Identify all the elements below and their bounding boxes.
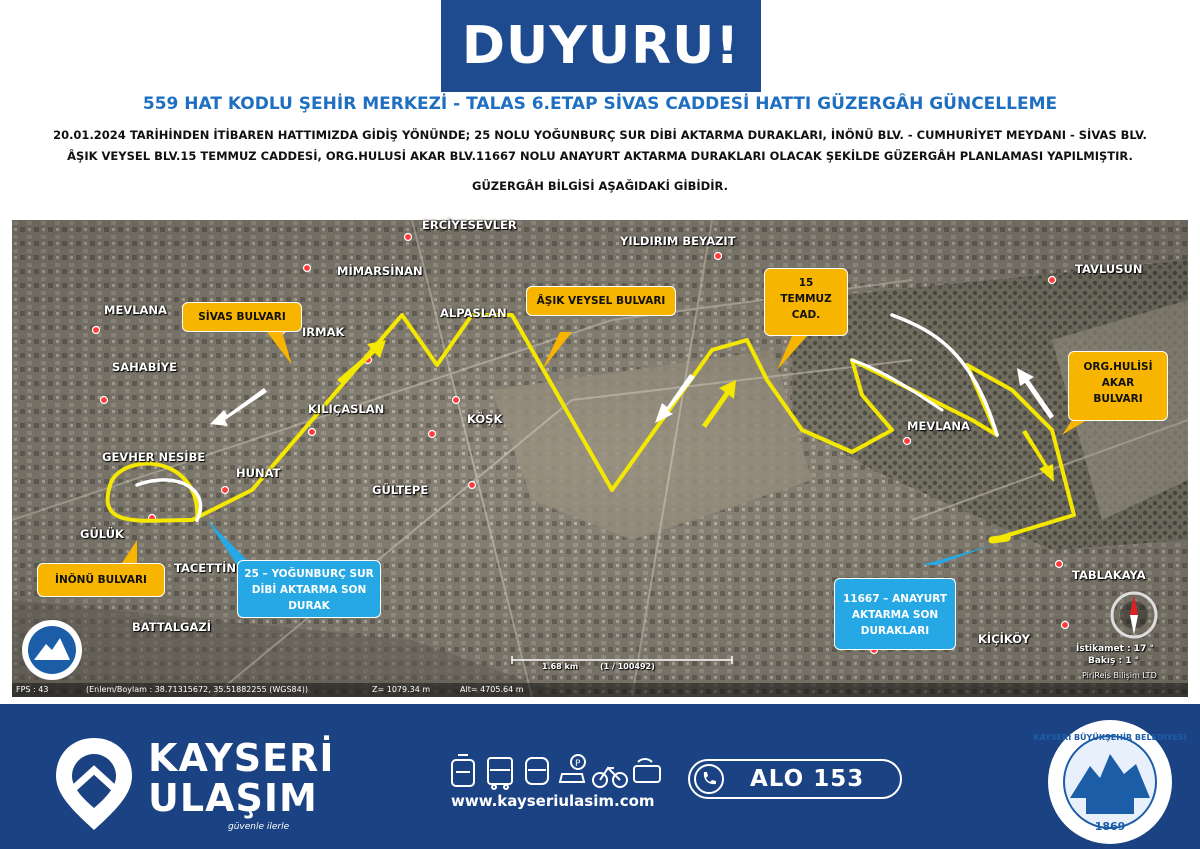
announcement-banner <box>441 0 761 92</box>
footer <box>0 704 1200 849</box>
status-fps: FPS : 43 <box>16 685 49 694</box>
place-kosk: KÖŞK <box>467 412 503 426</box>
callout-sivas-bulvari <box>182 302 302 332</box>
callout-asik-veysel-bulvari <box>526 286 676 316</box>
callout-yogunburc-line-1: 25 – YOĞUNBURÇ SUR <box>244 568 374 580</box>
callout-yogunburc-line-2: DİBİ AKTARMA SON <box>251 584 367 596</box>
place-battalgazi: BATTALGAZİ <box>132 620 212 634</box>
parking-car-icon <box>560 755 585 782</box>
status-z: Z= 1079.34 m <box>372 685 431 694</box>
scale-distance: 1.68 km <box>542 662 579 671</box>
map-status-bar <box>12 683 1188 697</box>
place-guluk: GÜLÜK <box>80 527 124 541</box>
callout-inonu-label: İNÖNÜ BULVARI <box>55 574 147 586</box>
seal-year: 1869 <box>1094 820 1126 833</box>
callout-temmuz-line-2: TEMMUZ <box>780 293 832 305</box>
map-credit: PiriReis Bilişim LTD <box>1082 671 1157 680</box>
place-tablakaya: TABLAKAYA <box>1072 568 1146 582</box>
brand-name-line-1: KAYSERİ <box>148 736 335 780</box>
callout-org-hulusi-akar <box>1068 351 1168 421</box>
place-erciyesevler: ERCİYESEVLER <box>422 218 517 232</box>
place-alpaslan: ALPASLAN <box>440 306 507 320</box>
callout-anayurt-line-2: AKTARMA SON <box>851 609 939 621</box>
place-tavlusun: TAVLUSUN <box>1075 262 1143 276</box>
place-sahabiye: SAHABİYE <box>112 360 177 374</box>
callout-inonu-bulvari <box>37 563 165 597</box>
callout-hulusi-line-2: AKAR <box>1101 377 1135 389</box>
place-kilicaslan: KILIÇASLAN <box>308 402 385 416</box>
callout-hulusi-line-3: BULVARI <box>1093 393 1143 405</box>
scale-ratio: (1 / 100492) <box>600 662 655 671</box>
train-icon <box>526 758 548 784</box>
kayseri-buyuksehir-seal-icon <box>1033 718 1187 846</box>
brand-name-line-2: ULAŞIM <box>148 776 318 820</box>
callout-temmuz-line-3: CAD. <box>791 309 821 321</box>
seal-text: KAYSERİ BÜYÜKŞEHİR BELEDİYESİ <box>1033 733 1187 742</box>
description-line-1: 20.01.2024 TARİHİNDEN İTİBAREN HATTIMIZDA GİDİŞ YÖNÜNDE; 25 NOLU YOĞUNBURÇ SUR DİBİ AKTARMA DURAKLARI, İNÖNÜ BLV. - CUMHURİYET MEYDANI - SİVAS BLV. <box>53 128 1147 142</box>
place-irmak: IRMAK <box>302 325 345 339</box>
callout-15-temmuz <box>764 268 848 336</box>
callout-yogunburc-line-3: DURAK <box>288 600 330 612</box>
transport-icons <box>448 752 668 790</box>
callout-sivas-label: SİVAS BULVARI <box>198 311 286 323</box>
route-note: GÜZERGÂH BİLGİSİ AŞAĞIDAKİ GİBİDİR. <box>472 179 728 193</box>
bus-icon <box>488 758 512 789</box>
hotline-number: ALO 153 <box>750 766 865 792</box>
status-alt: Alt= 4705.64 m <box>460 685 524 694</box>
place-gevher-nesibe: GEVHER NESİBE <box>102 450 206 464</box>
callout-asik-label: ÂŞIK VEYSEL BULVARI <box>536 295 666 307</box>
place-yildirim-beyazit: YILDIRIM BEYAZIT <box>620 234 736 248</box>
kayseri-ulasim-logo-icon <box>52 734 136 834</box>
route-headline: 559 HAT KODLU ŞEHİR MERKEZİ - TALAS 6.ETAP SİVAS CADDESİ HATTI GÜZERGÂH GÜNCELLEME <box>142 94 1058 114</box>
route-map[interactable] <box>12 220 1188 697</box>
brand-slogan: güvenle ilerle <box>228 822 290 832</box>
tram-icon <box>452 755 474 786</box>
website-link[interactable]: www.kayseriulasim.com <box>451 792 655 810</box>
bicycle-icon <box>593 768 627 787</box>
svg-text:P: P <box>575 759 581 769</box>
hotline-box[interactable] <box>688 759 902 799</box>
callout-anayurt-duraklari <box>834 578 956 650</box>
compass-tilt: Bakış : 1 ° <box>1088 656 1140 666</box>
callout-hulusi-line-1: ORG.HULİSİ <box>1083 361 1153 373</box>
place-kicikoy: KİÇİKÖY <box>978 632 1030 646</box>
place-mevlana-east: MEVLANA <box>907 419 970 433</box>
callout-temmuz-line-1: 15 <box>798 277 814 289</box>
callout-anayurt-line-1: 11667 – ANAYURT <box>842 593 948 605</box>
place-mimarsinan: MİMARSİNAN <box>337 264 423 278</box>
callout-anayurt-line-3: DURAKLARI <box>860 625 930 637</box>
banner-title: DUYURU! <box>461 16 741 76</box>
place-tacettin: TACETTİN <box>174 561 237 575</box>
card-icon <box>634 759 660 782</box>
place-gultepe: GÜLTEPE <box>372 483 429 497</box>
status-coordinates: (Enlem/Boylam : 38.71315672, 35.51882255 (WGS84)) <box>86 685 308 694</box>
compass-heading: İstikamet : 17 ° <box>1076 644 1154 654</box>
description-line-2: ÂŞIK VEYSEL BLV.15 TEMMUZ CADDESİ, ORG.HULUSİ AKAR BLV.11667 NOLU ANAYURT AKTARMA DURAKLARI OLACAK ŞEKİLDE GÜZERGÂH PLANLAMASI YAPILMIŞTIR. <box>67 149 1133 163</box>
callout-yogunburc-durak <box>237 560 381 618</box>
place-mevlana-west: MEVLANA <box>104 303 167 317</box>
place-hunat: HUNAT <box>236 466 281 480</box>
phone-icon <box>694 764 724 794</box>
municipality-logo-small <box>22 620 82 680</box>
route-description <box>10 125 1190 167</box>
